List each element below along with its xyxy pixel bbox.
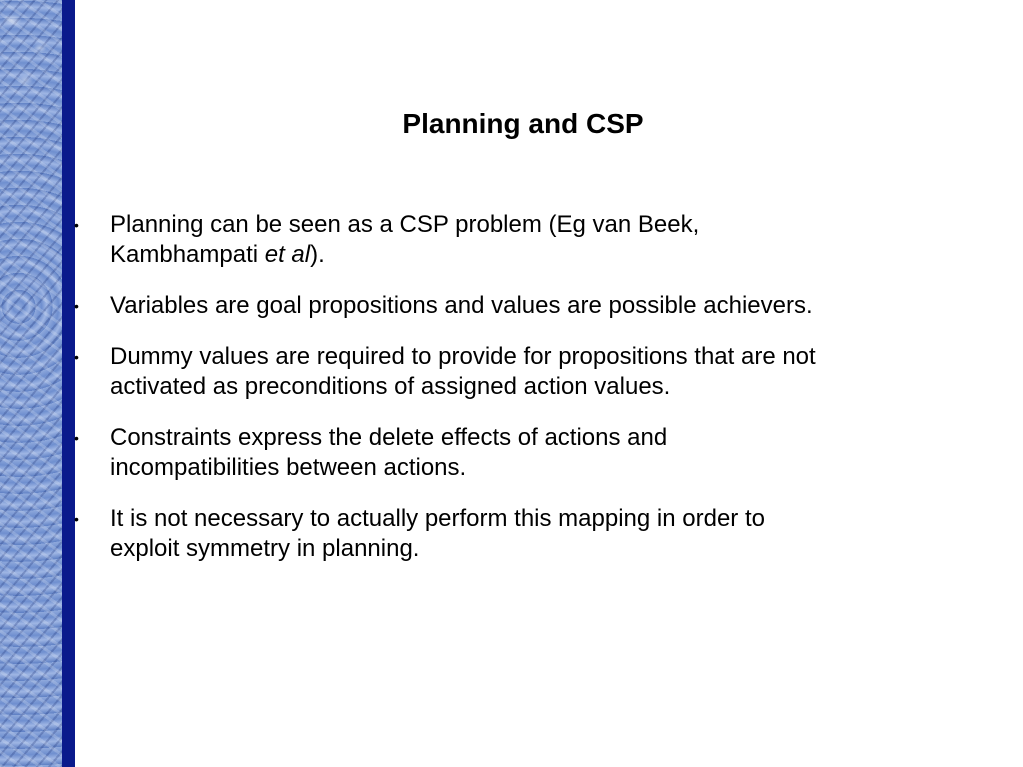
bullet-item bbox=[74, 423, 974, 483]
bullet-item bbox=[74, 342, 974, 402]
bullet-text: activated as preconditions of assigned action values. bbox=[110, 373, 671, 400]
bullet-item bbox=[74, 504, 974, 564]
bullet-icon: • bbox=[74, 298, 79, 314]
bullet-text-italic: et al bbox=[264, 241, 311, 268]
bullet-icon: • bbox=[74, 217, 79, 233]
bullet-list bbox=[74, 210, 974, 585]
bullet-text: incompatibilities between actions. bbox=[110, 454, 467, 481]
bullet-text: Constraints express the delete effects of actions and bbox=[110, 424, 668, 451]
bullet-text: exploit symmetry in planning. bbox=[110, 535, 420, 562]
slide-title bbox=[75, 108, 1023, 140]
bullet-icon: • bbox=[74, 430, 79, 446]
bullet-text: Planning can be seen as a CSP problem (Eg van Beek, bbox=[110, 211, 700, 238]
bullet-icon: • bbox=[74, 349, 79, 365]
bullet-text: Variables are goal propositions and values are possible achievers. bbox=[110, 292, 813, 319]
bullet-text: ). bbox=[310, 241, 325, 268]
bullet-item bbox=[74, 291, 974, 321]
bullet-text: Kambhampati bbox=[110, 241, 265, 268]
bullet-text: It is not necessary to actually perform this mapping in order to bbox=[110, 505, 765, 532]
bullet-icon: • bbox=[74, 511, 79, 527]
bullet-item bbox=[74, 210, 974, 270]
side-texture-decoration bbox=[0, 0, 62, 767]
bullet-text: Dummy values are required to provide for propositions that are not bbox=[110, 343, 816, 370]
slide-title-text: Planning and CSP bbox=[402, 108, 644, 139]
